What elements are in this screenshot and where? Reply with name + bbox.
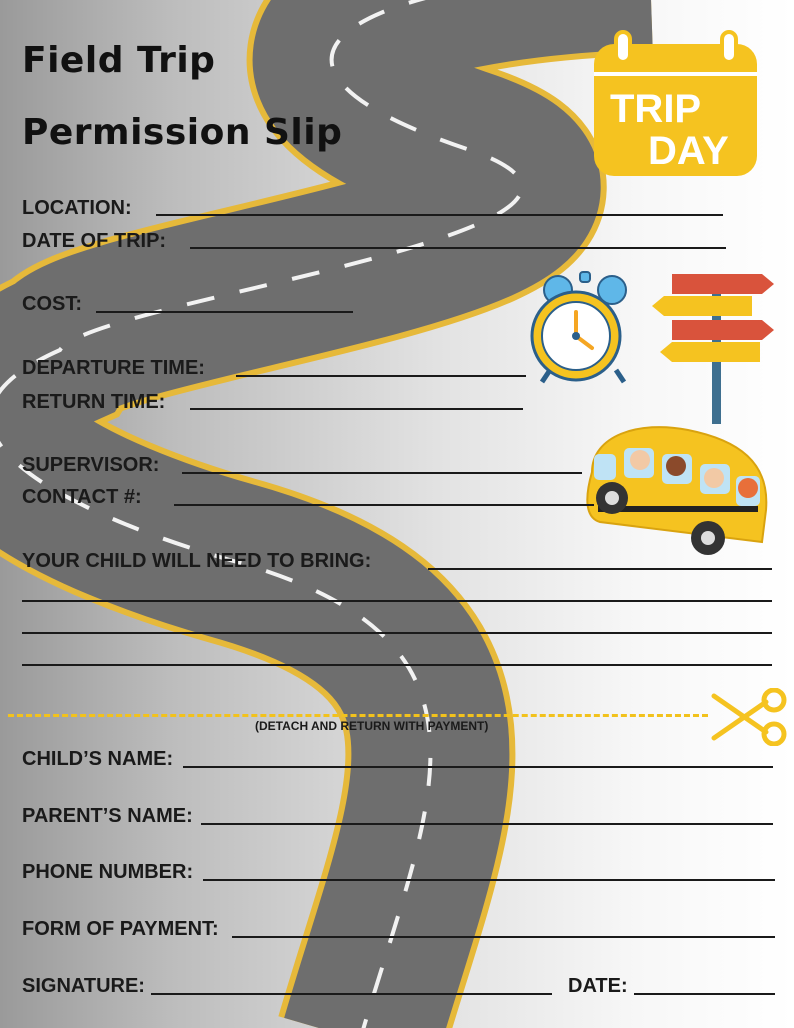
cut-line bbox=[8, 714, 708, 717]
phone-number-label: PHONE NUMBER: bbox=[22, 861, 194, 883]
departure-time-field[interactable] bbox=[236, 375, 526, 377]
school-bus-icon bbox=[578, 414, 776, 562]
cost-field[interactable] bbox=[96, 311, 353, 313]
childs-name-field[interactable] bbox=[183, 766, 773, 768]
location-field[interactable] bbox=[156, 214, 723, 216]
form-of-payment-field[interactable] bbox=[232, 936, 775, 938]
bring-line-4[interactable] bbox=[22, 664, 772, 666]
title-line-2: Permission Slip bbox=[22, 112, 343, 153]
scissors-icon bbox=[708, 688, 790, 746]
contact-label: CONTACT #: bbox=[22, 486, 142, 508]
parents-name-field[interactable] bbox=[201, 823, 773, 825]
bring-line-2[interactable] bbox=[22, 600, 772, 602]
contact-field[interactable] bbox=[174, 504, 594, 506]
title-line-1: Field Trip bbox=[22, 40, 216, 81]
signature-label: SIGNATURE: bbox=[22, 975, 145, 997]
alarm-clock-icon bbox=[528, 266, 638, 386]
signature-field[interactable] bbox=[151, 993, 552, 995]
return-time-label: RETURN TIME: bbox=[22, 391, 166, 413]
parents-name-label: PARENT’S NAME: bbox=[22, 805, 193, 827]
childs-name-label: CHILD’S NAME: bbox=[22, 748, 174, 770]
return-time-field[interactable] bbox=[190, 408, 523, 410]
supervisor-label: SUPERVISOR: bbox=[22, 454, 160, 476]
badge-line-2: DAY bbox=[648, 129, 729, 173]
signpost-icon bbox=[652, 268, 777, 424]
date-of-trip-label: DATE OF TRIP: bbox=[22, 230, 167, 252]
calendar-icon bbox=[592, 30, 760, 178]
cost-label: COST: bbox=[22, 293, 82, 315]
departure-time-label: DEPARTURE TIME: bbox=[22, 357, 205, 379]
supervisor-field[interactable] bbox=[182, 472, 582, 474]
location-label: LOCATION: bbox=[22, 197, 132, 219]
date-of-trip-field[interactable] bbox=[190, 247, 726, 249]
date-label: DATE: bbox=[568, 975, 628, 997]
form-of-payment-label: FORM OF PAYMENT: bbox=[22, 918, 219, 940]
badge-line-1: TRIP bbox=[610, 87, 702, 131]
bring-line-3[interactable] bbox=[22, 632, 772, 634]
phone-number-field[interactable] bbox=[203, 879, 775, 881]
bring-field[interactable] bbox=[428, 568, 772, 570]
detach-note: (DETACH AND RETURN WITH PAYMENT) bbox=[255, 719, 489, 733]
bring-label: YOUR CHILD WILL NEED TO BRING: bbox=[22, 550, 372, 572]
date-field[interactable] bbox=[634, 993, 775, 995]
